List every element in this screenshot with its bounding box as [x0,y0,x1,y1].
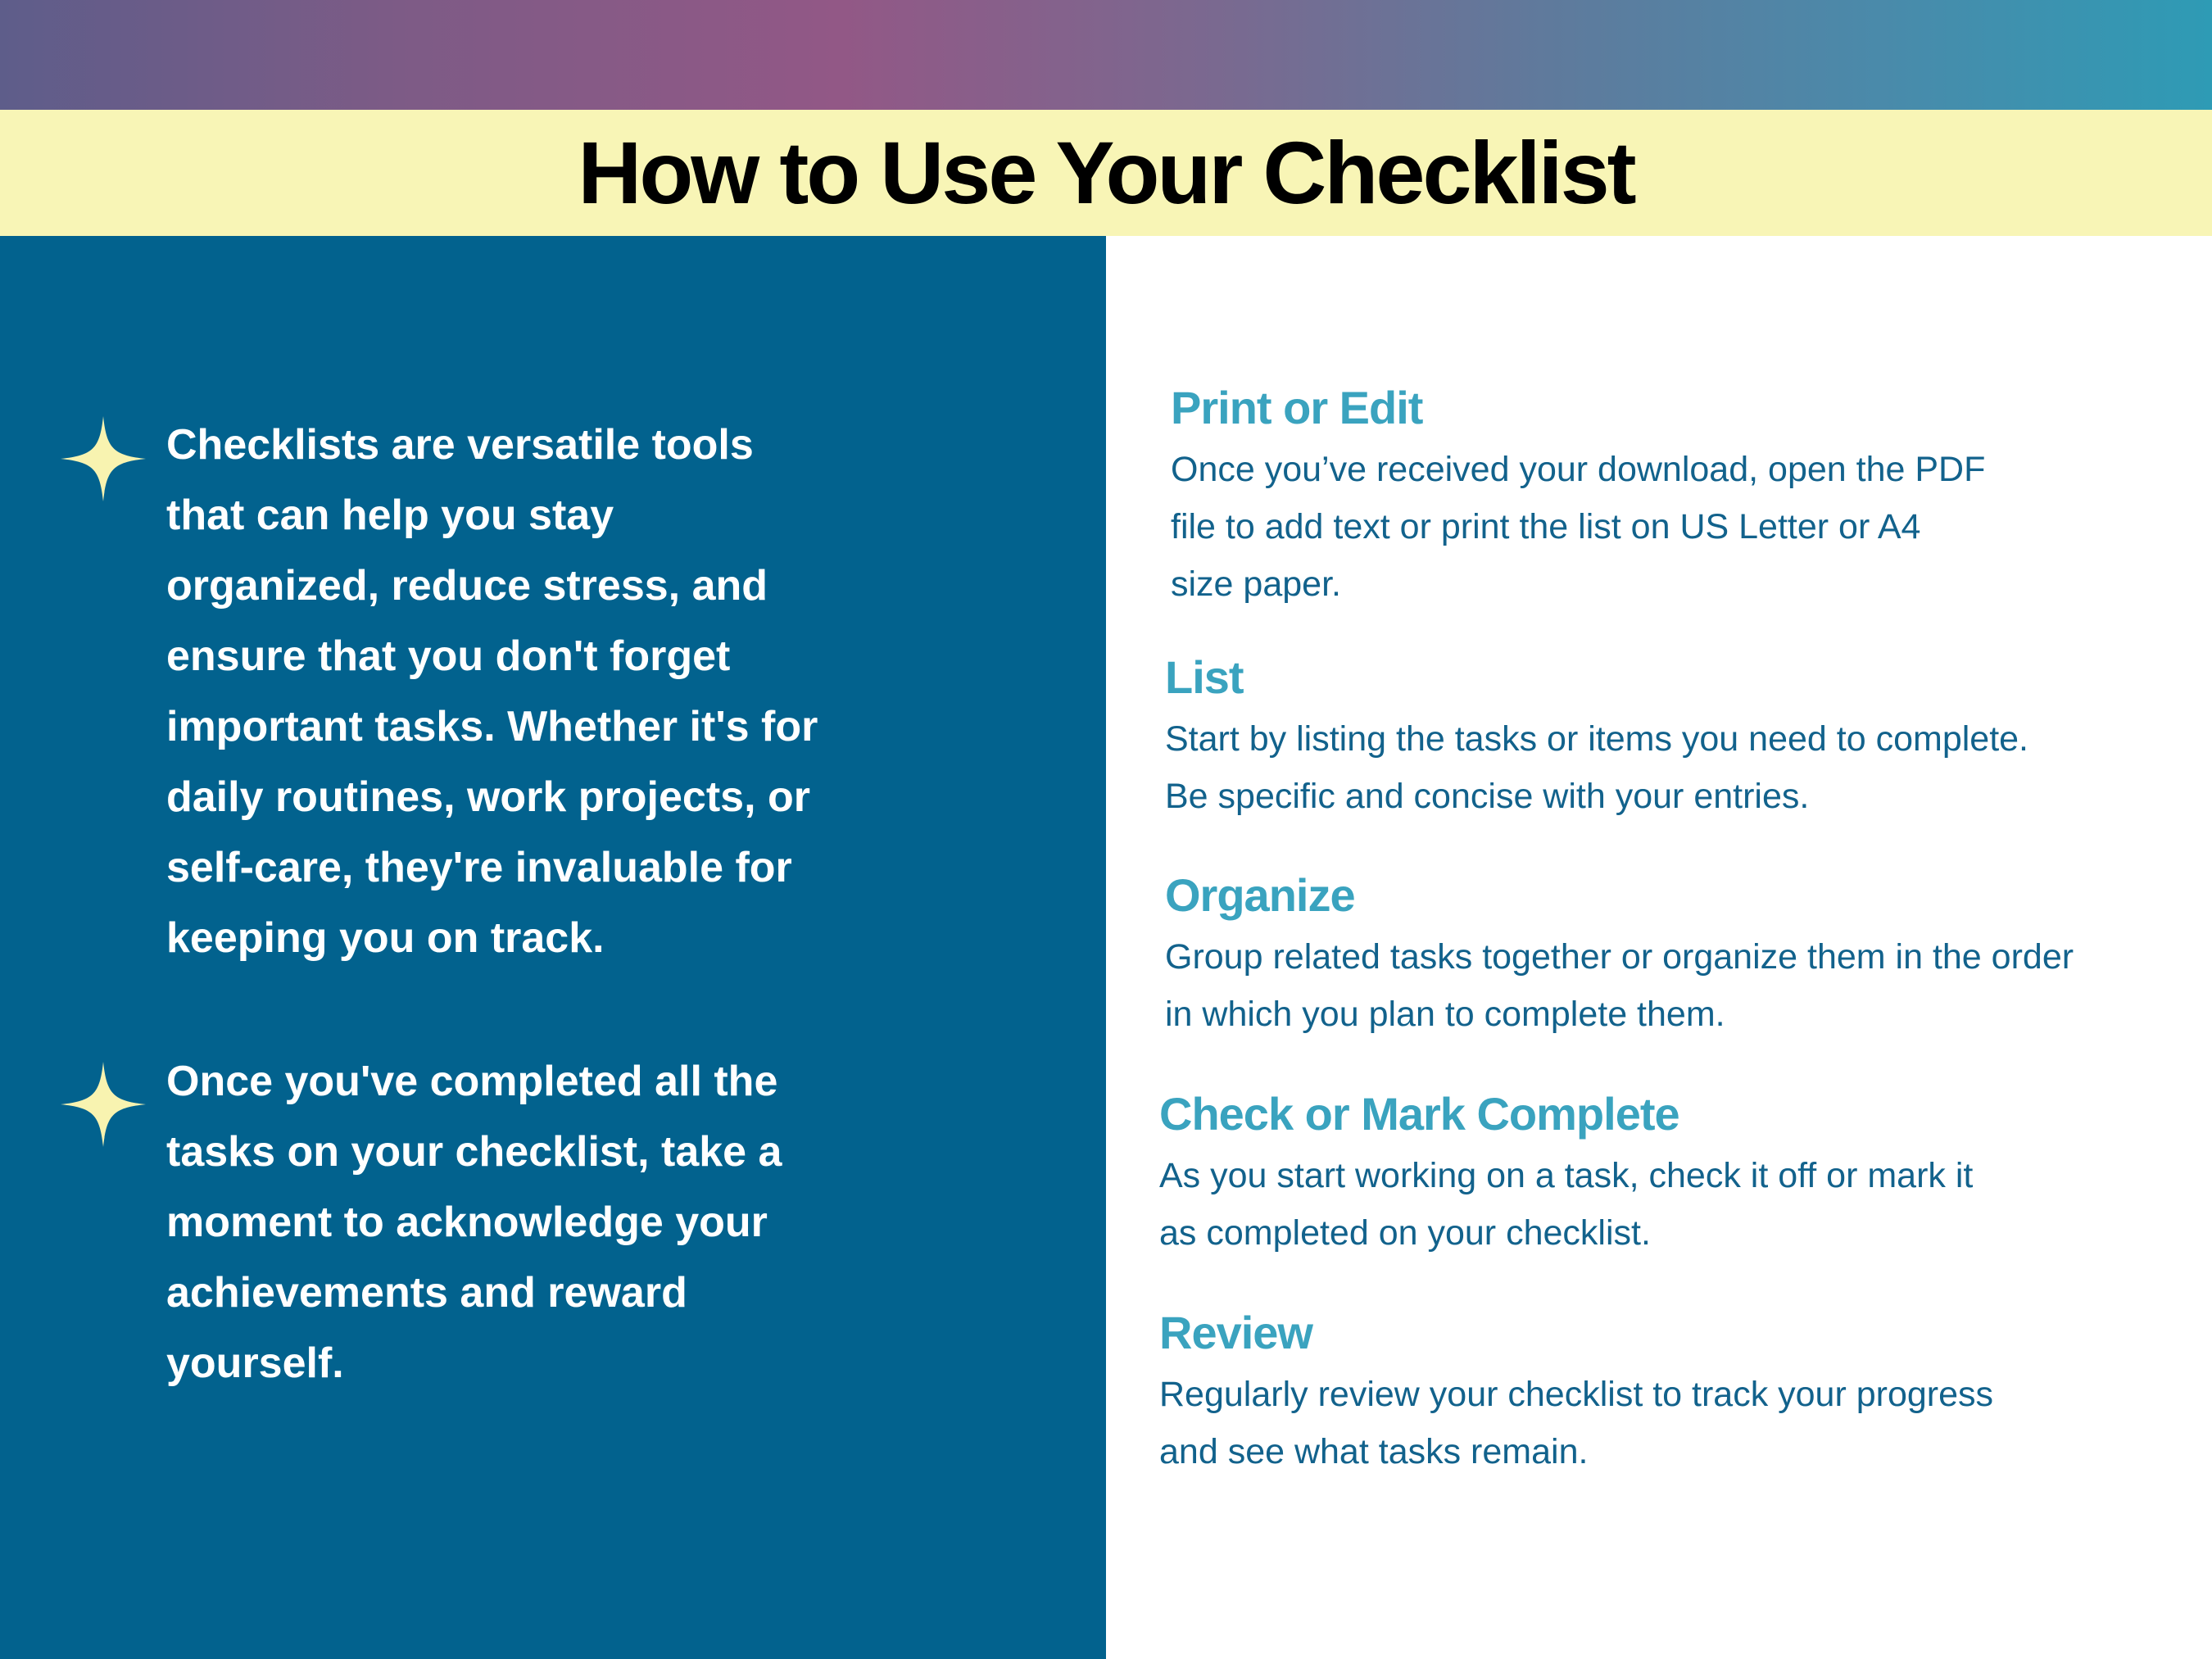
paragraph-line: Once you've completed all the [166,1058,778,1105]
paragraph-line: tasks on your checklist, take a [166,1128,782,1176]
section-body-line: as completed on your checklist. [1159,1213,1651,1253]
section-heading: Check or Mark Complete [1159,1088,1679,1140]
sparkle-star-icon [61,1062,146,1147]
section-heading: List [1165,651,1244,703]
section-body-line: Regularly review your checklist to track your progress [1159,1375,1994,1414]
section-body-line: size paper. [1171,564,1341,604]
section-body-line: Once you’ve received your download, open the PDF [1171,450,1986,489]
instruction-section [1159,1081,2101,1262]
paragraph-line: organized, reduce stress, and [166,562,768,610]
paragraph-line: yourself. [166,1339,344,1387]
instruction-section [1171,375,2113,613]
section-body-line: and see what tasks remain. [1159,1432,1589,1471]
paragraph-line: achievements and reward [166,1269,687,1317]
gradient-header-band [0,0,2212,110]
section-heading: Review [1159,1307,1312,1358]
instruction-section [1165,645,2107,825]
instruction-section [1165,863,2107,1043]
paragraph-line: moment to acknowledge your [166,1199,768,1246]
section-heading: Print or Edit [1171,382,1423,433]
paragraph-line: that can help you stay [166,492,614,539]
section-body [1159,1147,2101,1262]
section-body-line: Be specific and concise with your entries. [1165,777,1810,816]
paragraph-line: important tasks. Whether it's for [166,703,818,750]
section-body [1165,710,2107,825]
paragraph-line: self-care, they're invaluable for [166,844,792,891]
page-title: How to Use Your Checklist [578,123,1634,222]
paragraph-line: keeping you on track. [166,914,605,962]
section-body-line: Start by listing the tasks or items you need to complete. [1165,719,2029,759]
paragraph-line: daily routines, work projects, or [166,773,810,821]
instruction-section [1159,1300,2101,1480]
intro-paragraph [166,410,818,973]
section-body-line: file to add text or print the list on US Letter or A4 [1171,507,1921,546]
section-heading: Organize [1165,869,1355,921]
section-body-line: As you start working on a task, check it off or mark it [1159,1156,1974,1195]
section-body [1165,928,2107,1043]
paragraph-line: Checklists are versatile tools [166,421,754,469]
intro-paragraph [166,1046,782,1398]
paragraph-line: ensure that you don't forget [166,632,731,680]
section-body [1159,1366,2101,1480]
section-body-line: Group related tasks together or organize them in the order [1165,937,2074,977]
sparkle-star-icon [61,416,146,501]
section-body-line: in which you plan to complete them. [1165,995,1725,1034]
section-body [1171,441,2113,613]
